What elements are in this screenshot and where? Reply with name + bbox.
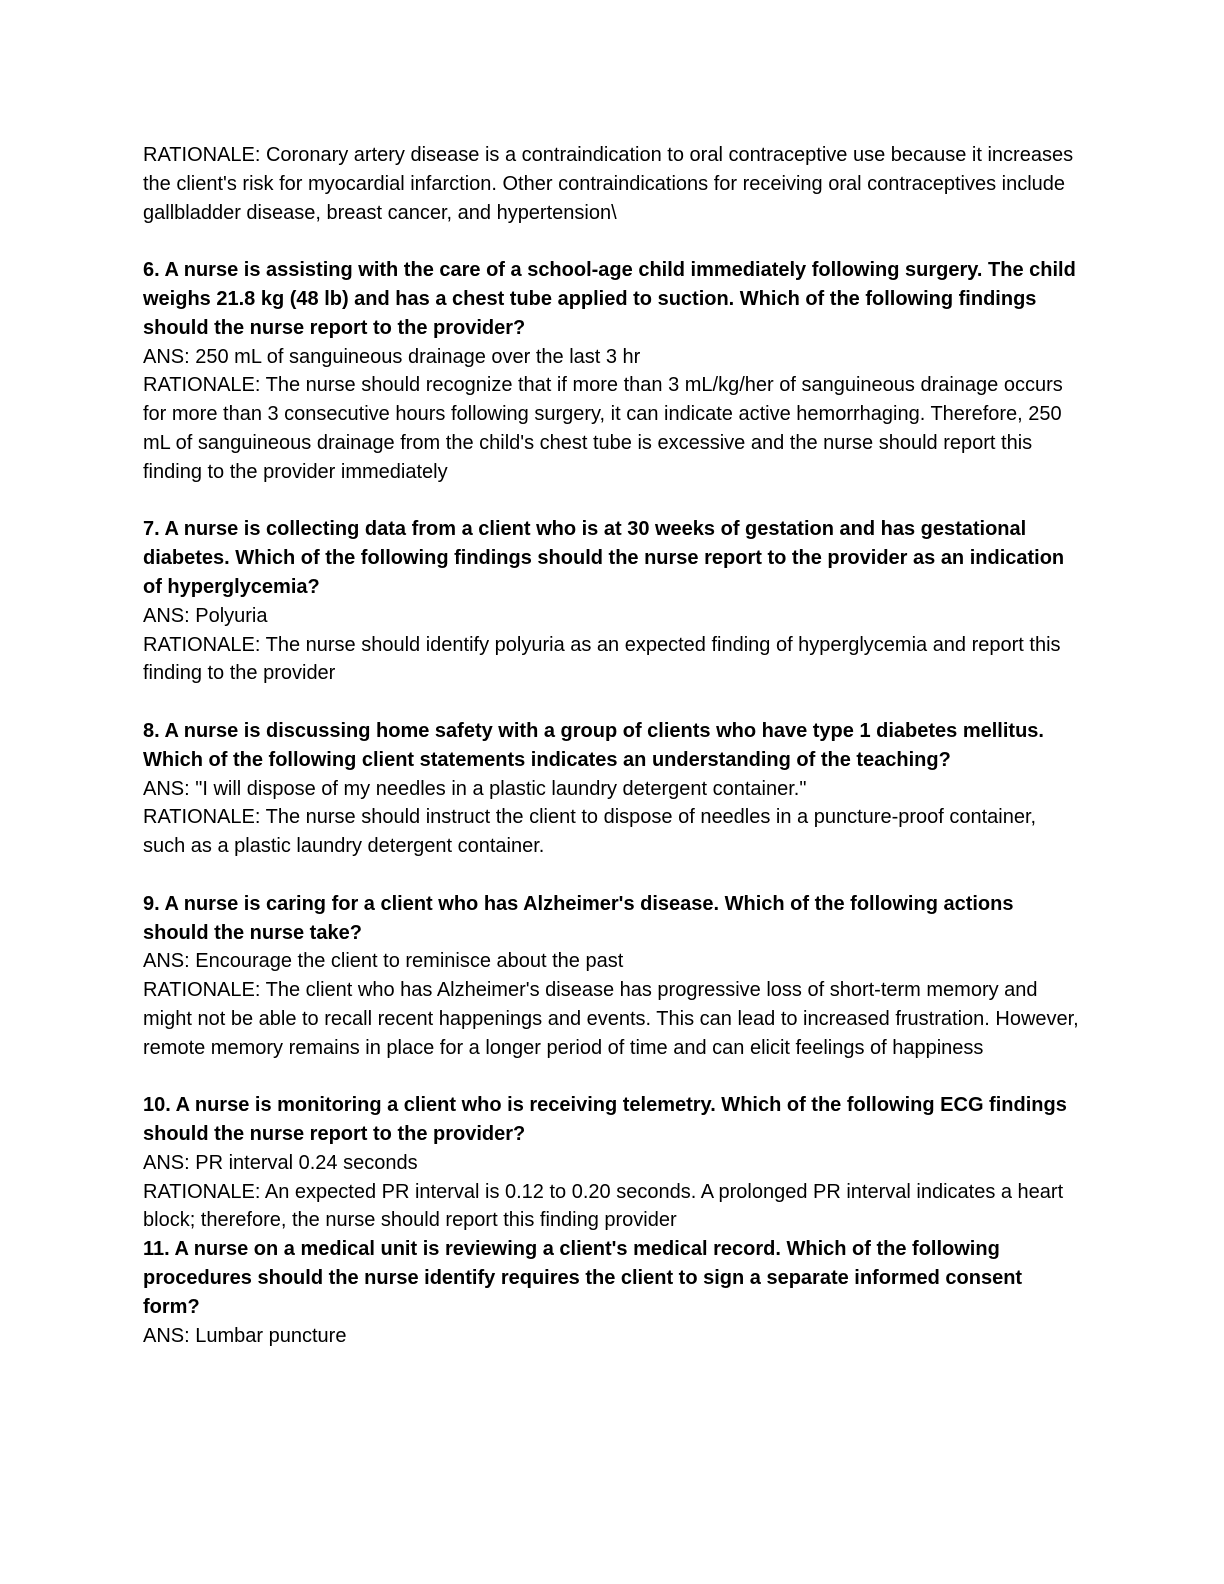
question-text: 8. A nurse is discussing home safety with a group of clients who have type 1 diabetes mellitus. Which of the following client statements indicates an understanding of the teaching? xyxy=(143,719,1044,771)
question-block-10 xyxy=(143,1091,1083,1235)
rationale-text: RATIONALE: An expected PR interval is 0.12 to 0.20 seconds. A prolonged PR interval indicates a heart block; therefore, the nurse should report this finding provider xyxy=(143,1180,1064,1232)
question-text: 6. A nurse is assisting with the care of a school-age child immediately following surgery. The child weighs 21.8 kg (48 lb) and has a chest tube applied to suction. Which of the following findings should the nurse report to the provider? xyxy=(143,259,1076,339)
answer-text: ANS: Encourage the client to reminisce about the past xyxy=(143,950,624,973)
rationale-text: RATIONALE: The nurse should instruct the client to dispose of needles in a puncture-proof container, such as a plastic laundry detergent container. xyxy=(143,806,1037,858)
answer-text: ANS: PR interval 0.24 seconds xyxy=(143,1151,418,1174)
question-block-6 xyxy=(143,256,1083,486)
question-block-8 xyxy=(143,717,1083,861)
answer-text: ANS: "I will dispose of my needles in a plastic laundry detergent container." xyxy=(143,777,807,800)
question-block-11 xyxy=(143,1235,1083,1350)
rationale-text: RATIONALE: Coronary artery disease is a contraindication to oral contraceptive use because it increases the client's risk for myocardial infarction. Other contraindications for receiving oral contraceptives include gallbladder disease, breast cancer, and hypertension\ xyxy=(143,144,1074,224)
question-block-7 xyxy=(143,515,1083,688)
intro-block xyxy=(143,141,1083,227)
rationale-text: RATIONALE: The nurse should recognize that if more than 3 mL/kg/her of sanguineous drainage occurs for more than 3 consecutive hours following surgery, it can indicate active hemorrhaging. Therefore, 250 mL of sanguineous drainage from the child's chest tube is excessive and the nurse should report this finding to the provider immediately xyxy=(143,374,1063,483)
document-page xyxy=(143,141,1083,1350)
question-text: 10. A nurse is monitoring a client who is receiving telemetry. Which of the following ECG findings should the nurse report to the provider? xyxy=(143,1094,1067,1146)
answer-text: ANS: Polyuria xyxy=(143,604,268,627)
question-text: 9. A nurse is caring for a client who has Alzheimer's disease. Which of the following actions should the nurse take? xyxy=(143,892,1014,944)
question-block-9 xyxy=(143,890,1083,1063)
question-text: 11. A nurse on a medical unit is reviewing a client's medical record. Which of the following procedures should the nurse identify requires the client to sign a separate informed consent form? xyxy=(143,1238,1023,1318)
rationale-text: RATIONALE: The client who has Alzheimer's disease has progressive loss of short-term memory and might not be able to recall recent happenings and events. This can lead to increased frustration. However, remote memory remains in place for a longer period of time and can elicit feelings of happiness xyxy=(143,979,1079,1059)
answer-text: ANS: Lumbar puncture xyxy=(143,1324,347,1347)
rationale-text: RATIONALE: The nurse should identify polyuria as an expected finding of hyperglycemia and report this finding to the provider xyxy=(143,633,1061,685)
answer-text: ANS: 250 mL of sanguineous drainage over the last 3 hr xyxy=(143,345,641,368)
question-text: 7. A nurse is collecting data from a client who is at 30 weeks of gestation and has gestational diabetes. Which of the following findings should the nurse report to the provider as an indication of hyperglycemia? xyxy=(143,518,1065,598)
